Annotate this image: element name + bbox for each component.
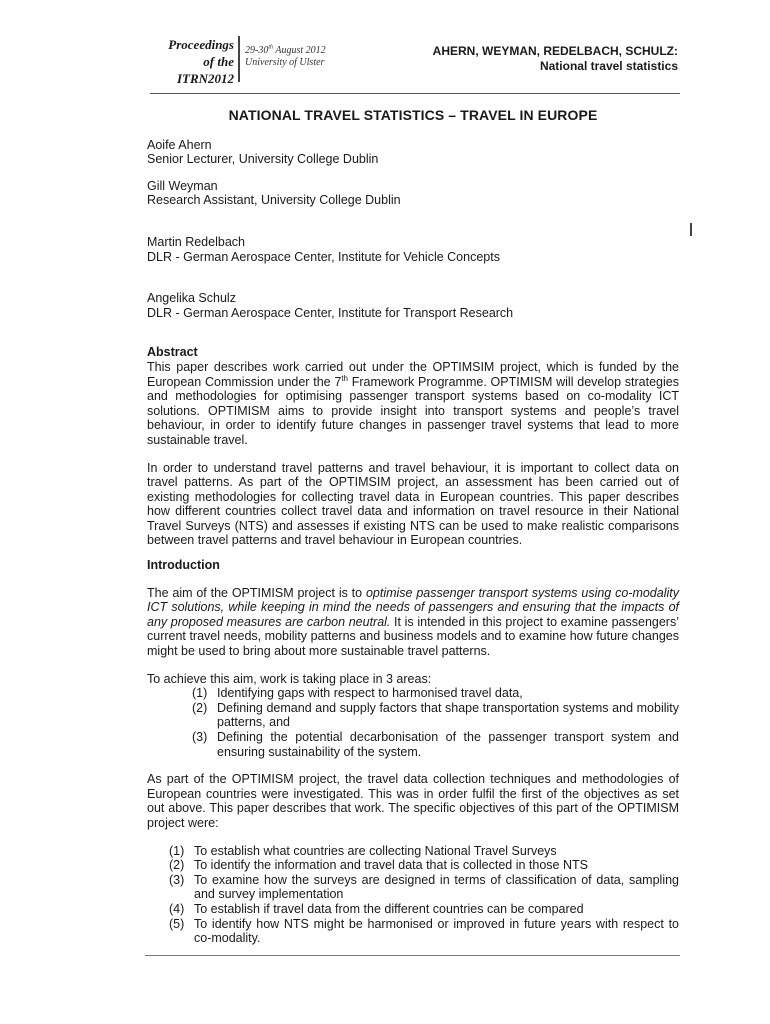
author-name: Angelika Schulz — [147, 291, 236, 306]
conference-place: University of Ulster — [245, 57, 325, 68]
author-name: Aoife Ahern — [147, 137, 212, 152]
list-item-text: To examine how the surveys are designed in terms of classification of data, sampling and survey implementation — [194, 872, 679, 902]
logo-line-of-the: of the — [203, 54, 234, 69]
running-header-title: National travel statistics — [539, 59, 678, 73]
conference-date — [245, 45, 326, 57]
logo-line-proceedings: Proceedings — [168, 37, 234, 52]
author-affiliation: DLR - German Aerospace Center, Institute for Transport Research — [147, 305, 514, 320]
abstract-heading: Abstract — [147, 345, 198, 360]
list-item-text: To identify the information and travel data that is collected in those NTS — [194, 858, 588, 873]
conference-info — [245, 45, 326, 69]
introduction-paragraph-3: As part of the OPTIMISM project, the travel data collection techniques and methodologies of European countries were investigated. This was in order fulfil the first of the objectives as set out above. This paper describes that work. The specific objectives of this part of the OPTIMISM project were: — [147, 772, 679, 830]
author-block — [147, 291, 679, 320]
introduction-paragraph-2: To achieve this aim, work is taking place in 3 areas: — [147, 671, 432, 686]
list-item-number: (3) — [169, 872, 185, 887]
list-item — [192, 730, 679, 759]
list-item — [192, 701, 679, 730]
intro-text-b: It is intended in this project to examine passengers’ current travel needs, mobility patterns and business models and to examine how future changes might be used to bring about more sustainable travel patterns. — [147, 614, 679, 659]
proceedings-logo — [150, 36, 234, 87]
conference-date-sup: th — [268, 44, 274, 51]
abstract-paragraph-2: In order to understand travel patterns and travel behaviour, it is important to collect data on travel patterns. As part of the OPTIMSIM project, an assessment has been carried out of existing methodologies for collecting travel data in European countries. This paper describes how different countries collect travel data and information on travel resource in their National Travel Surveys (NTS) and assesses if existing NTS can be used to make realistic comparisons between travel patterns and travel behaviour in European countries. — [147, 460, 679, 548]
list-item-number: (2) — [169, 858, 185, 873]
list-item-number: (2) — [192, 700, 208, 715]
list-item-number: (4) — [169, 901, 185, 916]
footer-rule — [145, 955, 680, 956]
list-item — [169, 844, 679, 859]
objectives-list — [147, 844, 679, 946]
list-item-text: Defining the potential decarbonisation of the passenger transport system and ensuring sustainability of the system. — [217, 730, 679, 759]
list-item — [169, 873, 679, 902]
abstract-paragraph-1 — [147, 360, 679, 448]
author-block — [147, 138, 679, 167]
list-item — [169, 917, 679, 946]
author-affiliation: Research Assistant, University College Dublin — [147, 193, 401, 208]
list-item-text: Defining demand and supply factors that shape transportation systems and mobility patterns, and — [217, 700, 679, 730]
running-header-authors: AHERN, WEYMAN, REDELBACH, SCHULZ: — [432, 44, 678, 58]
author-name: Martin Redelbach — [147, 234, 245, 249]
intro-emphasis: optimise passenger transport systems using co-modality ICT solutions, while keeping in mind the needs of passengers and ensuring that the impacts of any proposed measures are carbon neutral. — [147, 585, 679, 629]
abstract-text-a: This paper describes work carried out under the OPTIMSIM project, which is funded by the European Commission under the 7 — [147, 359, 679, 389]
paper-title: NATIONAL TRAVEL STATISTICS – TRAVEL IN EUROPE — [228, 107, 598, 123]
list-item-text: To identify how NTS might be harmonised or improved in future years with respect to co-modality. — [194, 916, 679, 946]
abstract-text-b: Framework Programme. OPTIMISM will develop strategies and methodologies for optimising passenger transport systems based on co-modality ICT solutions. OPTIMISM aims to provide insight into transport systems and people’s travel behaviour, in order to identify future changes in passenger travel systems that lead to more sustainable travel. — [147, 374, 679, 447]
introduction-paragraph-1 — [147, 586, 679, 659]
author-name: Gill Weyman — [147, 178, 218, 193]
list-item — [169, 902, 679, 917]
logo-line-itrn: ITRN2012 — [176, 71, 234, 86]
work-areas-list — [147, 686, 679, 759]
paper-body — [147, 108, 679, 946]
intro-text-a: The aim of the OPTIMISM project is to — [147, 585, 366, 600]
list-item-text: To establish what countries are collecting National Travel Surveys — [194, 843, 557, 858]
introduction-heading: Introduction — [147, 558, 220, 573]
list-item-number: (5) — [169, 916, 185, 931]
list-item — [192, 686, 679, 701]
list-item-text: To establish if travel data from the different countries can be compared — [194, 901, 584, 916]
author-block — [147, 179, 679, 208]
conference-date-day: 29-30 — [245, 45, 269, 56]
list-item-text: Identifying gaps with respect to harmonised travel data, — [217, 686, 523, 701]
author-affiliation: DLR - German Aerospace Center, Institute for Vehicle Concepts — [147, 249, 500, 264]
list-item-number: (3) — [192, 730, 208, 744]
logo-divider — [238, 36, 240, 82]
list-item-number: (1) — [169, 843, 185, 858]
abstract-superscript: th — [341, 373, 348, 383]
list-item-number: (1) — [192, 686, 208, 701]
running-header — [433, 44, 678, 74]
author-block — [147, 235, 679, 264]
author-affiliation: Senior Lecturer, University College Dublin — [147, 152, 379, 167]
header-rule — [150, 93, 680, 94]
conference-date-rest: August 2012 — [273, 45, 326, 56]
margin-change-bar — [690, 223, 692, 236]
list-item — [169, 858, 679, 873]
